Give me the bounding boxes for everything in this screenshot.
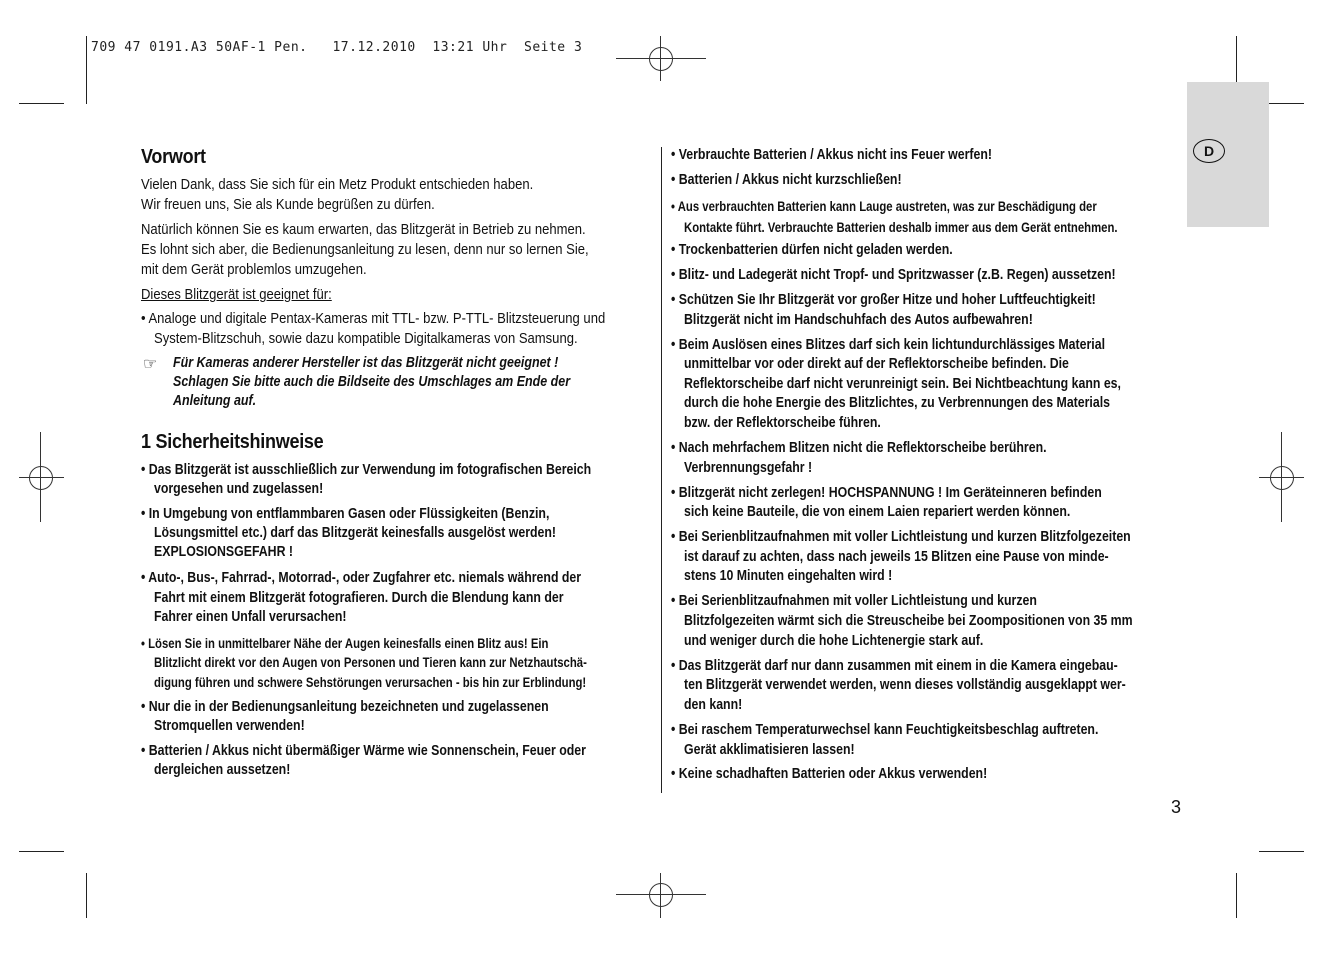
safety-item: ten Blitzgerät verwendet werden, wenn dieses vollständig ausgeklappt wer- [684, 677, 1126, 693]
safety-item: digung führen und schwere Sehstörungen verursachen - bis hin zur Erblindung! [154, 675, 587, 690]
safety-item: • Blitzgerät nicht zerlegen! HOCHSPANNUNG ! Im Geräteinneren befinden [671, 485, 1102, 501]
safety-item: Fahrer einen Unfall verursachen! [154, 609, 347, 625]
print-slug: 709 47 0191.A3 50AF-1 Pen. 17.12.2010 13:21 Uhr Seite 3 [91, 40, 583, 55]
safety-item: • Bei raschem Temperaturwechsel kann Feuchtigkeitsbeschlag auftreten. [671, 722, 1099, 738]
safety-item: durch die hohe Energie des Blitzlichtes, zu Verbrennungen des Materials [684, 395, 1110, 411]
note-text: Schlagen Sie bitte auch die Bildseite des Umschlages am Ende der [173, 374, 571, 390]
pointing-hand-icon: ☞ [143, 356, 158, 373]
crop-mark [19, 103, 64, 104]
safety-item: • Bei Serienblitzaufnahmen mit voller Lichtleistung und kurzen Blitzfolgezeiten [671, 529, 1131, 545]
note-text: Für Kameras anderer Hersteller ist das Blitzgerät nicht geeignet ! [173, 355, 559, 371]
vorwort-text: Natürlich können Sie es kaum erwarten, das Blitzgerät in Betrieb zu nehmen. [141, 222, 586, 238]
vorwort-text: Vielen Dank, dass Sie sich für ein Metz Produkt entschieden haben. [141, 177, 534, 193]
safety-item: Verbrennungsgefahr ! [684, 460, 813, 476]
safety-heading: 1 Sicherheitshinweise [141, 431, 324, 453]
vorwort-text: mit dem Gerät problemlos umzugehen. [141, 262, 367, 278]
safety-item: Blitzfolgezeiten wärmt sich die Streuscheibe bei Zoompositionen von 35 mm [684, 613, 1133, 629]
safety-item: Fahrt mit einem Blitzgerät fotografieren. Durch die Blendung kann der [154, 590, 564, 606]
safety-item: • Schützen Sie Ihr Blitzgerät vor großer Hitze und hoher Luftfeuchtigkeit! [671, 292, 1096, 308]
safety-item: • Das Blitzgerät ist ausschließlich zur Verwendung im fotografischen Bereich [141, 462, 592, 478]
safety-item: • Batterien / Akkus nicht kurzschließen! [671, 172, 902, 188]
suitable-bullet: System-Blitzschuh, sowie dazu kompatible Digitalkameras von Samsung. [154, 331, 578, 347]
safety-item: • Auto-, Bus-, Fahrrad-, Motorrad-, oder Zugfahrer etc. niemals während der [141, 570, 582, 586]
vorwort-heading: Vorwort [141, 146, 206, 168]
safety-item: EXPLOSIONSGEFAHR ! [154, 544, 294, 560]
page-number: 3 [1171, 797, 1182, 817]
safety-item: • Bei Serienblitzaufnahmen mit voller Lichtleistung und kurzen [671, 593, 1037, 609]
safety-item: Gerät akklimatisieren lassen! [684, 742, 855, 758]
suitable-heading: Dieses Blitzgerät ist geeignet für: [141, 287, 332, 303]
safety-item: • Keine schadhaften Batterien oder Akkus verwenden! [671, 766, 988, 782]
safety-item: Stromquellen verwenden! [154, 718, 305, 734]
safety-item: Lösungsmittel etc.) darf das Blitzgerät keinesfalls ausgelöst werden! [154, 525, 557, 541]
language-tab-label: D [1193, 139, 1225, 163]
vorwort-text: Es lohnt sich aber, die Bedienungsanleitung zu lesen, denn nur so lernen Sie, [141, 242, 589, 258]
vorwort-text: Wir freuen uns, Sie als Kunde begrüßen zu dürfen. [141, 197, 435, 213]
safety-item: • Nach mehrfachem Blitzen nicht die Reflektorscheibe berühren. [671, 440, 1047, 456]
suitable-bullet: • Analoge und digitale Pentax-Kameras mit TTL- bzw. P-TTL- Blitzsteuerung und [141, 311, 606, 327]
crop-mark [1259, 851, 1304, 852]
safety-item: vorgesehen und zugelassen! [154, 481, 324, 497]
safety-item: • Beim Auslösen eines Blitzes darf sich kein lichtundurchlässiges Material [671, 337, 1106, 353]
safety-item: • Das Blitzgerät darf nur dann zusammen mit einem in die Kamera eingebau- [671, 658, 1118, 674]
safety-item: unmittelbar vor oder direkt auf der Reflektorscheibe befinden. Die [684, 356, 1069, 372]
safety-item: bzw. der Reflektorscheibe führen. [684, 415, 881, 431]
safety-item: den kann! [684, 697, 743, 713]
safety-item: dergleichen aussetzen! [154, 762, 291, 778]
safety-item: Blitzgerät nicht im Handschuhfach des Autos aufbewahren! [684, 312, 1033, 328]
crop-mark [1236, 873, 1237, 918]
safety-item: • Nur die in der Bedienungsanleitung bezeichneten und zugelassenen [141, 699, 549, 715]
safety-item: • Blitz- und Ladegerät nicht Tropf- und Spritzwasser (z.B. Regen) aussetzen! [671, 267, 1116, 283]
safety-item: Reflektorscheibe darf nicht verunreinigt sein. Bei Nichtbeachtung kann es, [684, 376, 1121, 392]
safety-item: • Lösen Sie in unmittelbarer Nähe der Augen keinesfalls einen Blitz aus! Ein [141, 636, 549, 651]
safety-item: stens 10 Minuten eingehalten wird ! [684, 568, 893, 584]
safety-item: Kontakte führt. Verbrauchte Batterien deshalb immer aus dem Gerät entnehmen. [684, 220, 1118, 235]
crop-mark [86, 36, 87, 104]
crop-mark [19, 851, 64, 852]
safety-item: und weniger durch die hohe Lichtenergie stark auf. [684, 633, 984, 649]
safety-item: • Batterien / Akkus nicht übermäßiger Wärme wie Sonnenschein, Feuer oder [141, 743, 586, 759]
column-divider [661, 147, 662, 793]
safety-item: sich keine Bauteile, die von einem Laien repariert werden können. [684, 504, 1071, 520]
safety-item: • Trockenbatterien dürfen nicht geladen werden. [671, 242, 953, 258]
safety-item: ist darauf zu achten, dass nach jeweils 15 Blitzen eine Pause von minde- [684, 549, 1109, 565]
safety-item: • In Umgebung von entflammbaren Gasen oder Flüssigkeiten (Benzin, [141, 506, 550, 522]
crop-mark [86, 873, 87, 918]
safety-item: • Verbrauchte Batterien / Akkus nicht ins Feuer werfen! [671, 147, 992, 163]
note-text: Anleitung auf. [173, 393, 257, 409]
safety-item: • Aus verbrauchten Batterien kann Lauge austreten, was zur Beschädigung der [671, 199, 1097, 214]
safety-item: Blitzlicht direkt vor den Augen von Personen und Tieren kann zur Netzhautschä- [154, 655, 587, 670]
